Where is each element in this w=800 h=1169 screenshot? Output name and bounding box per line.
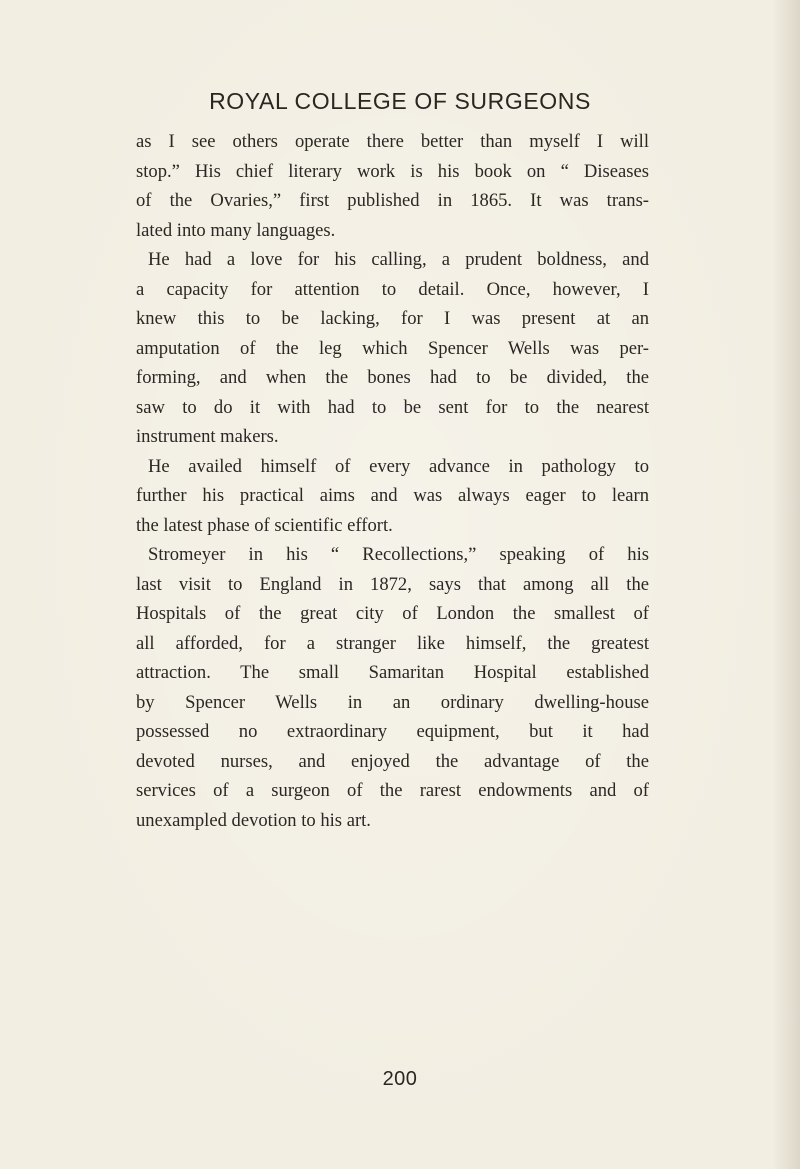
text-line: instrument makers.: [136, 426, 279, 447]
text-line: forming, and when the bones had to be divided, the: [136, 367, 649, 388]
text-line: He had a love for his calling, a prudent boldness, and: [148, 249, 649, 270]
text-line: lated into many languages.: [136, 219, 336, 241]
text-line: of the Ovaries,” first published in 1865. It was trans-: [136, 190, 649, 211]
text-line: saw to do it with had to be sent for to the nearest: [136, 396, 649, 418]
text-line: further his practical aims and was always eager to learn: [136, 485, 649, 506]
paragraph: [136, 127, 649, 245]
text-line: possessed no extraordinary equipment, but it had: [136, 721, 649, 742]
text-line: the latest phase of scientific effort.: [136, 514, 393, 536]
paragraph: [136, 245, 649, 452]
page-number: 200: [382, 1068, 418, 1090]
text-line: all afforded, for a stranger like himself, the greatest: [136, 632, 649, 654]
text-line: as I see others operate there better than myself I will: [136, 131, 649, 152]
body-text: [136, 127, 649, 835]
page-edge-shadow: [772, 0, 800, 1169]
text-line: He availed himself of every advance in pathology to: [148, 455, 649, 477]
text-line: unexampled devotion to his art.: [136, 809, 371, 831]
text-line: by Spencer Wells in an ordinary dwelling-house: [136, 691, 649, 713]
text-line: Stromeyer in his “ Recollections,” speaking of his: [148, 544, 649, 565]
paragraph: [136, 540, 649, 835]
running-head: ROYAL COLLEGE OF SURGEONS: [209, 88, 591, 114]
text-line: services of a surgeon of the rarest endowments and of: [136, 780, 649, 801]
text-line: a capacity for attention to detail. Once, however, I: [136, 278, 649, 300]
paragraph: [136, 452, 649, 541]
text-line: attraction. The small Samaritan Hospital established: [136, 662, 649, 683]
text-line: devoted nurses, and enjoyed the advantage of the: [136, 750, 649, 772]
text-line: Hospitals of the great city of London the smallest of: [136, 603, 649, 624]
text-line: knew this to be lacking, for I was present at an: [136, 308, 649, 329]
text-line: stop.” His chief literary work is his book on “ Diseases: [136, 160, 649, 182]
text-line: amputation of the leg which Spencer Wells was per-: [136, 337, 649, 359]
text-line: last visit to England in 1872, says that among all the: [136, 573, 649, 595]
